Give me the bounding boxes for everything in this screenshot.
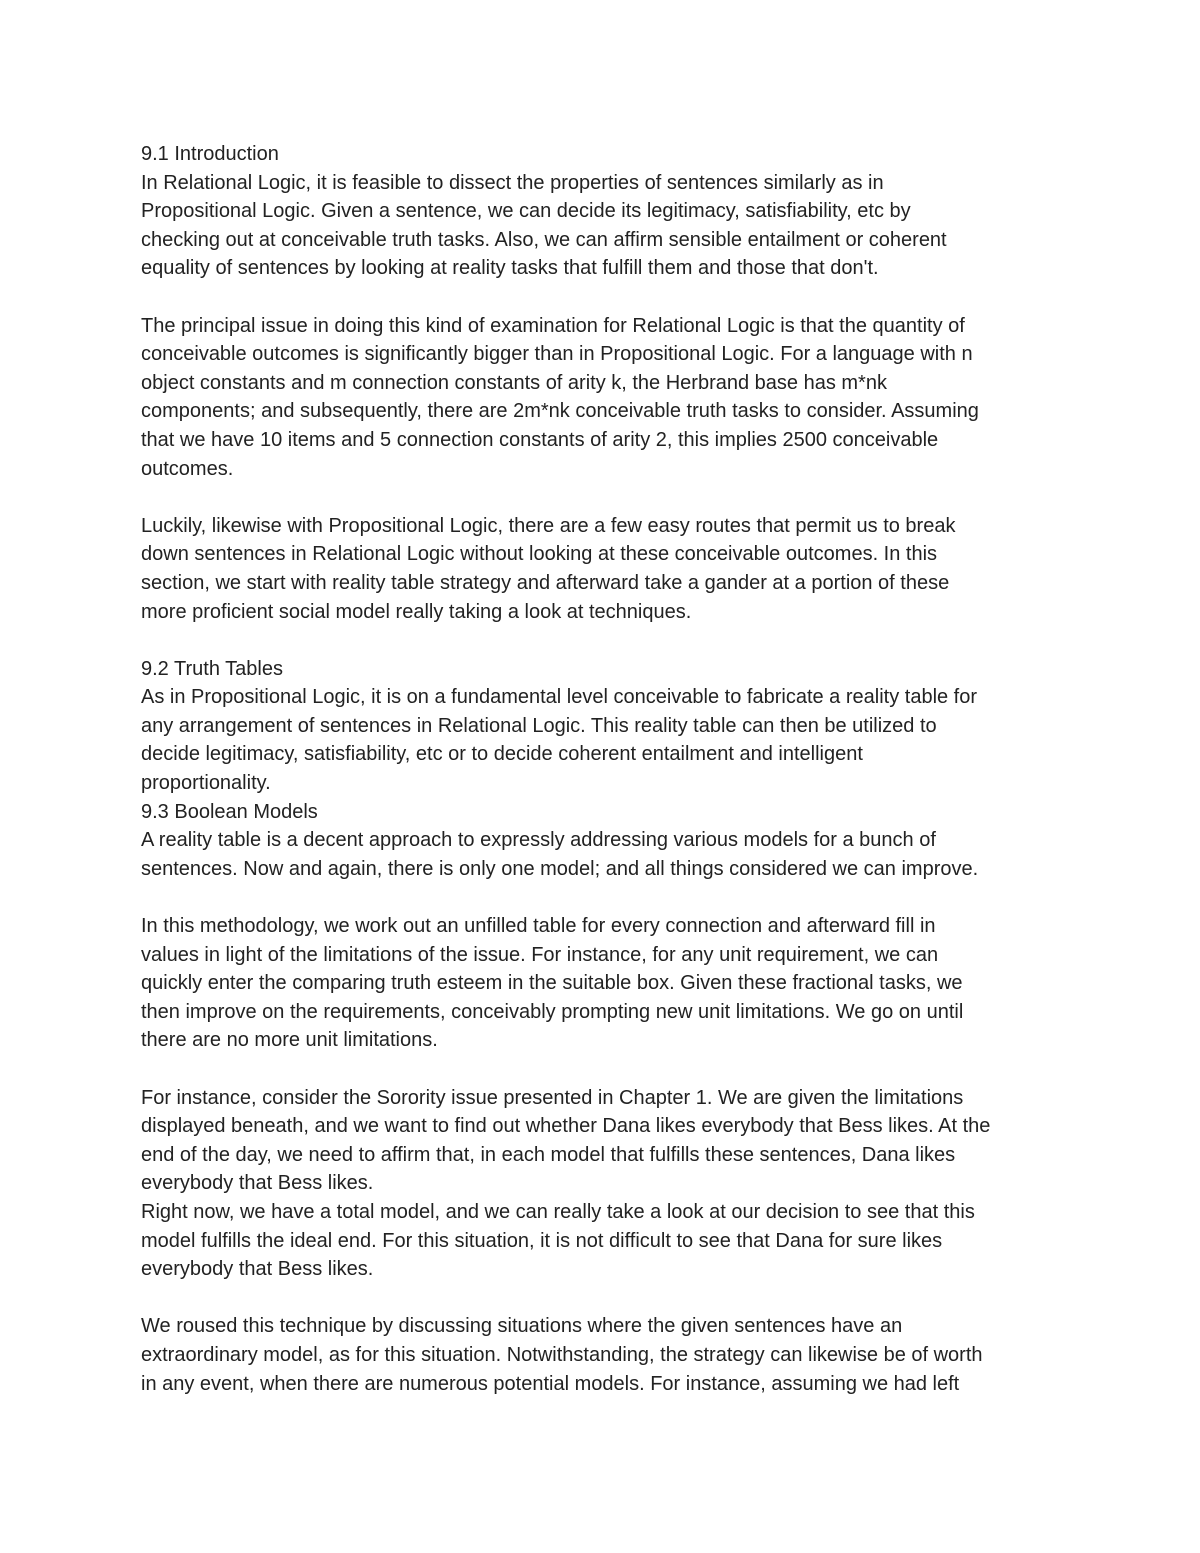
text-line: A reality table is a decent approach to expressly addressing various models for a bunch of	[141, 829, 936, 852]
paragraph-gap	[141, 1055, 1071, 1084]
text-line: proportionality.	[141, 772, 271, 795]
text-line: equality of sentences by looking at reality tasks that fulfill them and those that don't.	[141, 257, 879, 280]
text-line: values in light of the limitations of the issue. For instance, for any unit requirement, we can	[141, 943, 939, 966]
text-line: in any event, when there are numerous potential models. For instance, assuming we had left	[141, 1372, 960, 1395]
text-line: displayed beneath, and we want to find out whether Dana likes everybody that Bess likes. At the	[141, 1115, 991, 1138]
text-line: any arrangement of sentences in Relational Logic. This reality table can then be utilized to	[141, 714, 937, 737]
text-line: We roused this technique by discussing situations where the given sentences have an	[141, 1315, 903, 1338]
text-line: In Relational Logic, it is feasible to dissect the properties of sentences similarly as in	[141, 171, 884, 194]
text-line: decide legitimacy, satisfiability, etc or to decide coherent entailment and intelligent	[141, 743, 863, 766]
text-line: object constants and m connection constants of arity k, the Herbrand base has m*nk	[141, 371, 887, 394]
paragraph-gap	[141, 283, 1071, 312]
text-line: everybody that Bess likes.	[141, 1258, 374, 1281]
text-line: In this methodology, we work out an unfilled table for every connection and afterward fill in	[141, 915, 936, 938]
text-line: For instance, consider the Sorority issue presented in Chapter 1. We are given the limitations	[141, 1086, 964, 1109]
text-line: model fulfills the ideal end. For this situation, it is not difficult to see that Dana for sure likes	[141, 1229, 943, 1252]
text-line: there are no more unit limitations.	[141, 1029, 438, 1052]
section-heading-introduction: 9.1 Introduction	[141, 143, 279, 165]
text-line: components; and subsequently, there are 2m*nk conceivable truth tasks to consider. Assuming	[141, 400, 979, 423]
text-line: conceivable outcomes is significantly bigger than in Propositional Logic. For a language with n	[141, 343, 973, 366]
text-line: end of the day, we need to affirm that, in each model that fulfills these sentences, Dana likes	[141, 1143, 956, 1166]
text-line: The principal issue in doing this kind of examination for Relational Logic is that the quantity of	[141, 314, 965, 337]
section-heading-boolean-models: 9.3 Boolean Models	[141, 800, 318, 823]
text-line: sentences. Now and again, there is only one model; and all things considered we can improve.	[141, 857, 979, 880]
paragraph-gap	[141, 626, 1071, 655]
paragraph-gap	[141, 883, 1071, 912]
text-line: then improve on the requirements, conceivably prompting new unit limitations. We go on until	[141, 1000, 964, 1023]
text-line: outcomes.	[141, 457, 234, 480]
text-line: everybody that Bess likes.	[141, 1172, 374, 1195]
text-line: checking out at conceivable truth tasks. Also, we can affirm sensible entailment or coherent	[141, 228, 947, 251]
text-line: more proficient social model really taking a look at techniques.	[141, 600, 692, 623]
paragraph-gap	[141, 1284, 1071, 1313]
text-line: quickly enter the comparing truth esteem in the suitable box. Given these fractional tasks, we	[141, 972, 963, 995]
text-line: extraordinary model, as for this situation. Notwithstanding, the strategy can likewise be of worth	[141, 1343, 983, 1366]
text-line: As in Propositional Logic, it is on a fundamental level conceivable to fabricate a reality table for	[141, 686, 978, 709]
text-line: down sentences in Relational Logic without looking at these conceivable outcomes. In this	[141, 543, 938, 566]
paragraph-gap	[141, 483, 1071, 512]
text-line: that we have 10 items and 5 connection constants of arity 2, this implies 2500 conceivable	[141, 428, 939, 451]
section-heading-truth-tables: 9.2 Truth Tables	[141, 657, 283, 680]
text-line: section, we start with reality table strategy and afterward take a gander at a portion of these	[141, 571, 950, 594]
document-page	[141, 140, 1071, 1398]
text-line: Right now, we have a total model, and we can really take a look at our decision to see that this	[141, 1200, 975, 1223]
text-line: Luckily, likewise with Propositional Logic, there are a few easy routes that permit us to break	[141, 514, 956, 537]
text-line: Propositional Logic. Given a sentence, we can decide its legitimacy, satisfiability, etc by	[141, 200, 911, 223]
